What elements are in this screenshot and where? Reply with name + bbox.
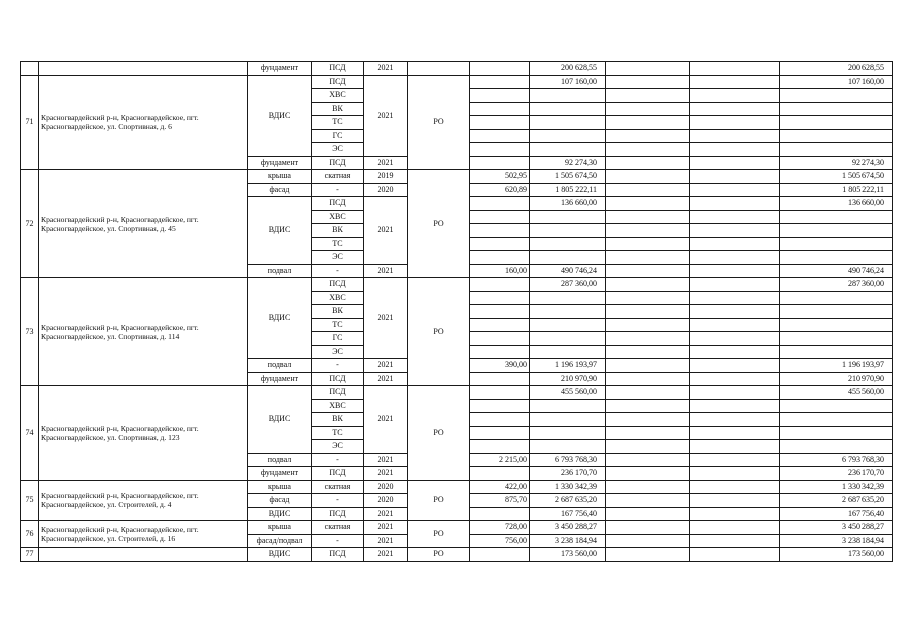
total-cost-cell: 1 330 342,39 — [780, 480, 893, 494]
area-cell — [470, 399, 530, 413]
cost-cell: 455 560,00 — [530, 386, 606, 400]
area-cell: 875,70 — [470, 494, 530, 508]
area-cell — [470, 291, 530, 305]
extra-cell — [690, 237, 780, 251]
area-cell — [470, 413, 530, 427]
total-cost-cell: 173 560,00 — [780, 548, 893, 562]
vdis-system-cell: ВК — [312, 305, 364, 319]
cost-cell: 3 238 184,94 — [530, 534, 606, 548]
total-cost-cell — [780, 399, 893, 413]
extra-cell — [690, 413, 780, 427]
total-cost-cell: 200 628,55 — [780, 62, 893, 76]
vdis-system-cell: ВК — [312, 224, 364, 238]
extra-cell — [690, 548, 780, 562]
extra-cell — [690, 143, 780, 157]
year-cell: 2021 — [364, 507, 408, 521]
year-cell: 2021 — [364, 467, 408, 481]
vdis-system-cell: ВК — [312, 102, 364, 116]
address-cell — [39, 548, 248, 562]
extra-cell — [690, 116, 780, 130]
area-cell — [470, 332, 530, 346]
table-row — [21, 278, 893, 292]
extra-cell — [690, 305, 780, 319]
program-cell: РО — [408, 521, 470, 548]
vdis-system-cell: ЭС — [312, 251, 364, 265]
cost-cell — [530, 345, 606, 359]
extra-cell — [690, 453, 780, 467]
total-cost-cell — [780, 251, 893, 265]
area-cell — [470, 224, 530, 238]
work-type-cell: ПСД — [312, 372, 364, 386]
extra-cell — [606, 467, 690, 481]
extra-cell — [606, 507, 690, 521]
vdis-system-cell: ЭС — [312, 143, 364, 157]
total-cost-cell: 2 687 635,20 — [780, 494, 893, 508]
structural-element-cell: ВДИС — [248, 507, 312, 521]
cost-cell — [530, 413, 606, 427]
work-type-cell: ПСД — [312, 548, 364, 562]
extra-cell — [606, 75, 690, 89]
vdis-label-cell: ВДИС — [248, 278, 312, 359]
area-cell: 422,00 — [470, 480, 530, 494]
area-cell — [470, 143, 530, 157]
extra-cell — [606, 386, 690, 400]
total-cost-cell — [780, 318, 893, 332]
structural-element-cell: фасад — [248, 494, 312, 508]
structural-element-cell: подвал — [248, 359, 312, 373]
extra-cell — [690, 251, 780, 265]
total-cost-cell — [780, 413, 893, 427]
cost-cell: 236 170,70 — [530, 467, 606, 481]
vdis-system-cell: ТС — [312, 426, 364, 440]
table-body — [21, 62, 893, 562]
cost-cell — [530, 440, 606, 454]
area-cell: 620,89 — [470, 183, 530, 197]
area-cell — [470, 197, 530, 211]
extra-cell — [690, 521, 780, 535]
extra-cell — [690, 291, 780, 305]
program-cell: РО — [408, 170, 470, 278]
cost-cell — [530, 305, 606, 319]
total-cost-cell: 210 970,90 — [780, 372, 893, 386]
area-cell — [470, 386, 530, 400]
extra-cell — [606, 237, 690, 251]
address-cell: Красногвардейский р-н, Красногвардейское, пгт. Красногвардейское, ул. Спортивная, д. 123 — [39, 386, 248, 481]
cost-cell: 2 687 635,20 — [530, 494, 606, 508]
work-type-cell: - — [312, 534, 364, 548]
cost-cell — [530, 210, 606, 224]
vdis-system-cell: ПСД — [312, 197, 364, 211]
cost-cell — [530, 129, 606, 143]
structural-element-cell: крыша — [248, 480, 312, 494]
cost-cell — [530, 318, 606, 332]
cost-cell — [530, 332, 606, 346]
extra-cell — [690, 507, 780, 521]
address-cell: Красногвардейский р-н, Красногвардейское, пгт. Красногвардейское, ул. Строителей, д. 4 — [39, 480, 248, 521]
cost-cell: 136 660,00 — [530, 197, 606, 211]
program-cell: РО — [408, 386, 470, 481]
year-cell: 2021 — [364, 278, 408, 359]
extra-cell — [606, 413, 690, 427]
total-cost-cell — [780, 291, 893, 305]
extra-cell — [606, 359, 690, 373]
cost-cell: 1 505 674,50 — [530, 170, 606, 184]
extra-cell — [606, 210, 690, 224]
area-cell — [470, 75, 530, 89]
vdis-system-cell: ТС — [312, 116, 364, 130]
work-type-cell: ПСД — [312, 62, 364, 76]
cost-cell — [530, 291, 606, 305]
total-cost-cell — [780, 426, 893, 440]
area-cell — [470, 318, 530, 332]
extra-cell — [690, 386, 780, 400]
area-cell — [470, 89, 530, 103]
area-cell — [470, 237, 530, 251]
cost-cell — [530, 89, 606, 103]
total-cost-cell: 236 170,70 — [780, 467, 893, 481]
total-cost-cell: 455 560,00 — [780, 386, 893, 400]
extra-cell — [606, 332, 690, 346]
extra-cell — [690, 89, 780, 103]
area-cell — [470, 372, 530, 386]
vdis-system-cell: ХВС — [312, 399, 364, 413]
structural-element-cell: фундамент — [248, 372, 312, 386]
extra-cell — [606, 102, 690, 116]
area-cell: 728,00 — [470, 521, 530, 535]
extra-cell — [606, 305, 690, 319]
extra-cell — [606, 453, 690, 467]
extra-cell — [606, 264, 690, 278]
row-number-cell: 74 — [21, 386, 39, 481]
extra-cell — [690, 75, 780, 89]
year-cell: 2020 — [364, 183, 408, 197]
cost-cell: 200 628,55 — [530, 62, 606, 76]
total-cost-cell: 92 274,30 — [780, 156, 893, 170]
total-cost-cell: 167 756,40 — [780, 507, 893, 521]
total-cost-cell: 3 238 184,94 — [780, 534, 893, 548]
year-cell: 2021 — [364, 386, 408, 454]
work-type-cell: скатная — [312, 480, 364, 494]
vdis-system-cell: ЭС — [312, 440, 364, 454]
vdis-system-cell: ХВС — [312, 89, 364, 103]
extra-cell — [690, 426, 780, 440]
table-row — [21, 170, 893, 184]
area-cell — [470, 305, 530, 319]
year-cell: 2021 — [364, 62, 408, 76]
row-number-cell: 73 — [21, 278, 39, 386]
program-cell — [408, 62, 470, 76]
vdis-system-cell: ТС — [312, 318, 364, 332]
year-cell: 2021 — [364, 75, 408, 156]
cost-cell: 92 274,30 — [530, 156, 606, 170]
total-cost-cell: 107 160,00 — [780, 75, 893, 89]
row-number-cell: 71 — [21, 75, 39, 170]
extra-cell — [690, 534, 780, 548]
row-number-cell: 77 — [21, 548, 39, 562]
table-row — [21, 480, 893, 494]
work-type-cell: - — [312, 359, 364, 373]
total-cost-cell — [780, 224, 893, 238]
program-cell: РО — [408, 75, 470, 170]
structural-element-cell: крыша — [248, 521, 312, 535]
cost-cell: 490 746,24 — [530, 264, 606, 278]
structural-element-cell: фасад/подвал — [248, 534, 312, 548]
cost-cell: 1 196 193,97 — [530, 359, 606, 373]
vdis-label-cell: ВДИС — [248, 386, 312, 454]
vdis-label-cell: ВДИС — [248, 197, 312, 265]
structural-element-cell: ВДИС — [248, 548, 312, 562]
total-cost-cell: 1 196 193,97 — [780, 359, 893, 373]
area-cell — [470, 467, 530, 481]
structural-element-cell: фундамент — [248, 62, 312, 76]
extra-cell — [690, 480, 780, 494]
area-cell: 502,95 — [470, 170, 530, 184]
total-cost-cell: 3 450 288,27 — [780, 521, 893, 535]
vdis-system-cell: ГС — [312, 332, 364, 346]
extra-cell — [690, 129, 780, 143]
extra-cell — [690, 399, 780, 413]
extra-cell — [606, 548, 690, 562]
structural-element-cell: подвал — [248, 264, 312, 278]
vdis-system-cell: ХВС — [312, 210, 364, 224]
extra-cell — [606, 129, 690, 143]
area-cell — [470, 251, 530, 265]
extra-cell — [606, 251, 690, 265]
cost-cell: 3 450 288,27 — [530, 521, 606, 535]
year-cell: 2020 — [364, 494, 408, 508]
total-cost-cell — [780, 116, 893, 130]
area-cell — [470, 426, 530, 440]
work-type-cell: - — [312, 453, 364, 467]
extra-cell — [690, 345, 780, 359]
extra-cell — [690, 197, 780, 211]
cost-cell: 167 756,40 — [530, 507, 606, 521]
year-cell: 2021 — [364, 359, 408, 373]
area-cell — [470, 548, 530, 562]
total-cost-cell: 136 660,00 — [780, 197, 893, 211]
total-cost-cell: 1 505 674,50 — [780, 170, 893, 184]
total-cost-cell — [780, 345, 893, 359]
address-cell — [39, 62, 248, 76]
extra-cell — [690, 210, 780, 224]
cost-cell: 210 970,90 — [530, 372, 606, 386]
area-cell — [470, 62, 530, 76]
extra-cell — [606, 440, 690, 454]
cost-cell — [530, 224, 606, 238]
year-cell: 2021 — [364, 372, 408, 386]
extra-cell — [606, 345, 690, 359]
extra-cell — [606, 480, 690, 494]
total-cost-cell — [780, 89, 893, 103]
vdis-system-cell: ПСД — [312, 278, 364, 292]
table-row — [21, 548, 893, 562]
extra-cell — [606, 170, 690, 184]
cost-cell — [530, 399, 606, 413]
vdis-label-cell: ВДИС — [248, 75, 312, 156]
cost-cell: 6 793 768,30 — [530, 453, 606, 467]
vdis-system-cell: ЭС — [312, 345, 364, 359]
extra-cell — [690, 372, 780, 386]
extra-cell — [606, 89, 690, 103]
total-cost-cell — [780, 129, 893, 143]
area-cell — [470, 129, 530, 143]
cost-cell — [530, 426, 606, 440]
work-type-cell: ПСД — [312, 467, 364, 481]
table-row — [21, 62, 893, 76]
extra-cell — [606, 183, 690, 197]
total-cost-cell — [780, 332, 893, 346]
vdis-system-cell: ПСД — [312, 386, 364, 400]
extra-cell — [690, 102, 780, 116]
address-cell: Красногвардейский р-н, Красногвардейское, пгт. Красногвардейское, ул. Строителей, д. 16 — [39, 521, 248, 548]
extra-cell — [690, 359, 780, 373]
extra-cell — [690, 264, 780, 278]
cost-cell — [530, 143, 606, 157]
extra-cell — [606, 116, 690, 130]
extra-cell — [606, 291, 690, 305]
total-cost-cell — [780, 305, 893, 319]
table-row — [21, 386, 893, 400]
extra-cell — [690, 494, 780, 508]
structural-element-cell: подвал — [248, 453, 312, 467]
table-row — [21, 521, 893, 535]
work-type-cell: ПСД — [312, 507, 364, 521]
extra-cell — [606, 494, 690, 508]
cost-cell: 1 805 222,11 — [530, 183, 606, 197]
total-cost-cell — [780, 143, 893, 157]
extra-cell — [606, 62, 690, 76]
year-cell: 2021 — [364, 521, 408, 535]
year-cell: 2019 — [364, 170, 408, 184]
area-cell — [470, 116, 530, 130]
extra-cell — [690, 467, 780, 481]
vdis-system-cell: ВК — [312, 413, 364, 427]
year-cell: 2021 — [364, 534, 408, 548]
extra-cell — [606, 318, 690, 332]
area-cell — [470, 102, 530, 116]
area-cell: 756,00 — [470, 534, 530, 548]
cost-cell: 1 330 342,39 — [530, 480, 606, 494]
extra-cell — [606, 372, 690, 386]
vdis-system-cell: ГС — [312, 129, 364, 143]
extra-cell — [690, 318, 780, 332]
area-cell — [470, 278, 530, 292]
program-cell: РО — [408, 278, 470, 386]
extra-cell — [690, 278, 780, 292]
extra-cell — [606, 399, 690, 413]
cost-cell — [530, 237, 606, 251]
row-number-cell — [21, 62, 39, 76]
area-cell: 2 215,00 — [470, 453, 530, 467]
year-cell: 2021 — [364, 156, 408, 170]
year-cell: 2021 — [364, 453, 408, 467]
year-cell: 2021 — [364, 197, 408, 265]
table-row — [21, 75, 893, 89]
structural-element-cell: крыша — [248, 170, 312, 184]
extra-cell — [606, 278, 690, 292]
extra-cell — [690, 62, 780, 76]
extra-cell — [690, 183, 780, 197]
work-type-cell: скатная — [312, 170, 364, 184]
extra-cell — [606, 426, 690, 440]
extra-cell — [606, 534, 690, 548]
structural-element-cell: фундамент — [248, 156, 312, 170]
vdis-system-cell: ХВС — [312, 291, 364, 305]
area-cell — [470, 210, 530, 224]
cost-cell: 173 560,00 — [530, 548, 606, 562]
year-cell: 2021 — [364, 548, 408, 562]
address-cell: Красногвардейский р-н, Красногвардейское, пгт. Красногвардейское, ул. Спортивная, д. 6 — [39, 75, 248, 170]
total-cost-cell: 6 793 768,30 — [780, 453, 893, 467]
total-cost-cell — [780, 440, 893, 454]
total-cost-cell — [780, 237, 893, 251]
year-cell: 2020 — [364, 480, 408, 494]
vdis-system-cell: ТС — [312, 237, 364, 251]
work-type-cell: скатная — [312, 521, 364, 535]
extra-cell — [690, 332, 780, 346]
work-type-cell: - — [312, 264, 364, 278]
address-cell: Красногвардейский р-н, Красногвардейское, пгт. Красногвардейское, ул. Спортивная, д. 114 — [39, 278, 248, 386]
area-cell: 390,00 — [470, 359, 530, 373]
structural-element-cell: фасад — [248, 183, 312, 197]
work-type-cell: - — [312, 494, 364, 508]
area-cell — [470, 507, 530, 521]
cost-cell — [530, 116, 606, 130]
address-cell: Красногвардейский р-н, Красногвардейское, пгт. Красногвардейское, ул. Спортивная, д. 45 — [39, 170, 248, 278]
program-cell: РО — [408, 480, 470, 521]
cost-cell — [530, 102, 606, 116]
total-cost-cell: 1 805 222,11 — [780, 183, 893, 197]
work-type-cell: - — [312, 183, 364, 197]
row-number-cell: 72 — [21, 170, 39, 278]
program-cell: РО — [408, 548, 470, 562]
extra-cell — [690, 156, 780, 170]
extra-cell — [690, 224, 780, 238]
year-cell: 2021 — [364, 264, 408, 278]
extra-cell — [606, 521, 690, 535]
extra-cell — [690, 440, 780, 454]
work-type-cell: ПСД — [312, 156, 364, 170]
total-cost-cell: 287 360,00 — [780, 278, 893, 292]
total-cost-cell — [780, 210, 893, 224]
area-cell — [470, 156, 530, 170]
row-number-cell: 75 — [21, 480, 39, 521]
area-cell: 160,00 — [470, 264, 530, 278]
extra-cell — [606, 197, 690, 211]
cost-cell: 287 360,00 — [530, 278, 606, 292]
area-cell — [470, 345, 530, 359]
structural-element-cell: фундамент — [248, 467, 312, 481]
area-cell — [470, 440, 530, 454]
vdis-system-cell: ПСД — [312, 75, 364, 89]
extra-cell — [606, 156, 690, 170]
row-number-cell: 76 — [21, 521, 39, 548]
cost-cell — [530, 251, 606, 265]
total-cost-cell — [780, 102, 893, 116]
cost-cell: 107 160,00 — [530, 75, 606, 89]
extra-cell — [690, 170, 780, 184]
total-cost-cell: 490 746,24 — [780, 264, 893, 278]
repair-works-table — [20, 61, 893, 562]
extra-cell — [606, 224, 690, 238]
extra-cell — [606, 143, 690, 157]
